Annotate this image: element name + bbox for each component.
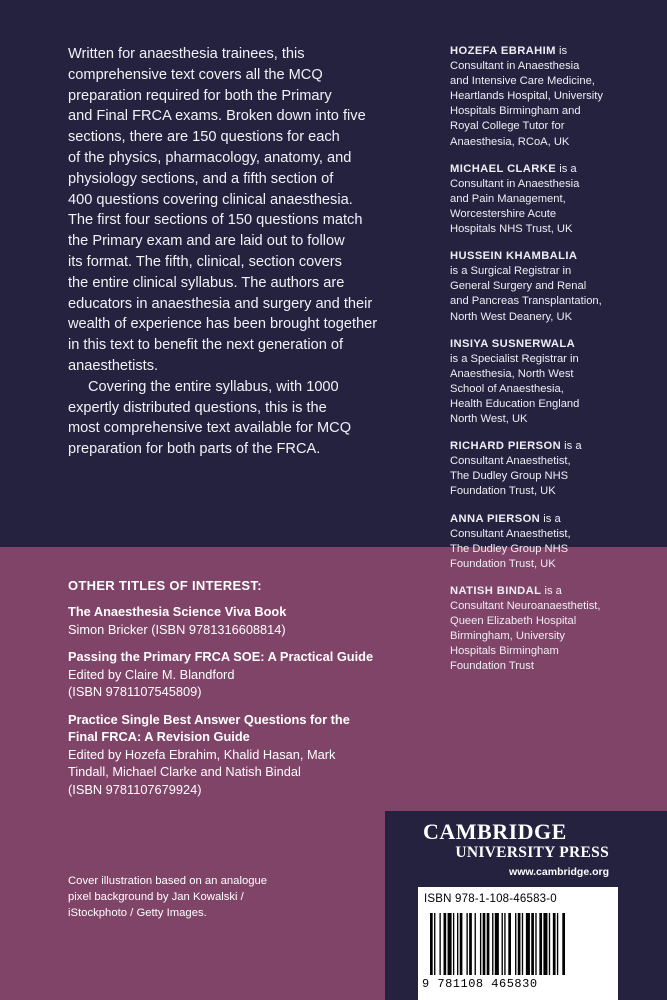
author-name: MICHAEL CLARKE xyxy=(450,162,557,175)
book-detail: (ISBN 9781107679924) xyxy=(68,781,202,797)
description-line: sections, there are 150 questions for each xyxy=(68,129,340,146)
author-bio xyxy=(450,249,645,324)
author-name: HOZEFA EBRAHIM xyxy=(450,45,556,57)
related-book xyxy=(68,648,378,701)
author-name: RICHARD PIERSON xyxy=(450,440,562,453)
book-title: Passing the Primary FRCA SOE: A Practical Guide xyxy=(68,649,374,664)
publisher-name: CAMBRIDGE xyxy=(423,819,567,844)
other-titles-heading: OTHER TITLES OF INTEREST: xyxy=(68,578,262,593)
author-bio xyxy=(450,584,645,675)
description-line: the entire clinical syllabus. The authors are xyxy=(68,274,345,291)
book-detail: Edited by Hozefa Ebrahim, Khalid Hasan, Mark xyxy=(68,746,336,762)
other-titles xyxy=(68,578,378,808)
author-bio xyxy=(450,162,645,237)
cover-credit xyxy=(68,873,308,921)
description-line: preparation for both parts of the FRCA. xyxy=(68,441,321,458)
author-bio-line: Hospitals Birmingham and xyxy=(450,105,581,118)
author-bio-text: is a xyxy=(540,512,561,525)
barcode-number: 9 781108 465830 xyxy=(422,977,538,991)
author-bio-line: Health Education England xyxy=(450,397,580,410)
description-line: The first four sections of 150 questions match xyxy=(68,212,363,229)
book-detail: Tindall, Michael Clarke and Natish Bindal xyxy=(68,764,301,779)
barcode-icon xyxy=(430,913,610,975)
publisher-subtitle: UNIVERSITY PRESS xyxy=(455,844,609,861)
author-bio xyxy=(450,439,645,499)
description-line: most comprehensive text available for MCQ xyxy=(68,420,352,437)
credit-line: iStockphoto / Getty Images. xyxy=(68,907,207,919)
author-bios xyxy=(450,44,645,686)
author-bio-line: Queen Elizabeth Hospital xyxy=(450,615,577,628)
book-title: Practice Single Best Answer Questions for the xyxy=(68,711,350,727)
description-line: of the physics, pharmacology, anatomy, and xyxy=(68,149,352,166)
author-bio-line: and Pancreas Transplantation, xyxy=(450,295,602,308)
author-bio-line: and Pain Management, xyxy=(450,192,566,205)
author-name: INSIYA SUSNERWALA xyxy=(450,337,576,350)
author-bio-line: The Dudley Group NHS xyxy=(450,470,569,483)
related-book xyxy=(68,603,378,638)
author-bio-text: is xyxy=(555,45,568,57)
description-paragraph-1 xyxy=(68,44,418,377)
author-bio-line: North West Deanery, UK xyxy=(450,310,573,323)
author-name: NATISH BINDAL xyxy=(450,584,542,597)
author-bio-line: Worcestershire Acute xyxy=(450,207,557,220)
book-description xyxy=(68,44,418,460)
author-bio-line: General Surgery and Renal xyxy=(450,280,587,293)
description-paragraph-2 xyxy=(68,377,418,460)
author-bio xyxy=(450,44,645,150)
description-line: anaesthetists. xyxy=(68,357,159,374)
book-detail: Edited by Claire M. Blandford xyxy=(68,666,235,682)
author-bio-line: Hospitals Birmingham xyxy=(450,645,559,658)
author-bio-line: Heartlands Hospital, University xyxy=(450,90,603,103)
description-line: in this text to benefit the next generation of xyxy=(68,337,344,354)
credit-line: Cover illustration based on an analogue xyxy=(68,875,268,887)
author-bio-line: Hospitals NHS Trust, UK xyxy=(450,223,573,236)
description-line: educators in anaesthesia and surgery and their xyxy=(68,295,373,312)
author-bio-line: Foundation Trust, UK xyxy=(450,557,556,570)
description-line: preparation required for both the Primary xyxy=(68,87,332,104)
author-bio-text: is a xyxy=(541,584,562,597)
author-bio-line: Consultant in Anaesthesia xyxy=(450,60,580,73)
author-bio-text: is a xyxy=(561,440,582,453)
description-line: expertly distributed questions, this is the xyxy=(68,399,327,416)
author-bio-line: is a Specialist Registrar in xyxy=(450,352,579,365)
author-bio-line: is a Surgical Registrar in xyxy=(450,265,572,278)
description-line: 400 questions covering clinical anaesthesia. xyxy=(68,191,353,208)
description-line: Covering the entire syllabus, with 1000 xyxy=(88,378,339,395)
publisher-block xyxy=(385,811,667,1000)
description-line: its format. The fifth, clinical, section covers xyxy=(68,253,342,270)
book-detail: Simon Bricker (ISBN 9781316608814) xyxy=(68,621,286,637)
book-title: Final FRCA: A Revision Guide xyxy=(68,729,250,744)
description-line: wealth of experience has been brought together xyxy=(68,316,378,333)
author-bio-text: is a xyxy=(556,162,577,175)
related-book xyxy=(68,711,378,799)
author-bio-line: Anaesthesia, RCoA, UK xyxy=(450,135,570,148)
description-line: and Final FRCA exams. Broken down into five xyxy=(68,108,366,125)
author-bio-line: The Dudley Group NHS xyxy=(450,542,569,555)
author-bio-line: Foundation Trust xyxy=(450,660,534,673)
book-detail: (ISBN 9781107545809) xyxy=(68,684,202,699)
author-bio-line: School of Anaesthesia, xyxy=(450,382,564,395)
author-bio-line: Anaesthesia, North West xyxy=(450,367,574,380)
author-bio-line: Consultant Anaesthetist, xyxy=(450,455,571,468)
author-bio-line: Consultant Neuroanaesthetist, xyxy=(450,600,601,612)
author-bio xyxy=(450,512,645,572)
author-bio-line: and Intensive Care Medicine, xyxy=(450,75,595,88)
description-line: physiology sections, and a fifth section of xyxy=(68,170,334,187)
publisher-url: www.cambridge.org xyxy=(509,866,609,878)
author-bio-line: Foundation Trust, UK xyxy=(450,485,556,498)
barcode-panel xyxy=(418,887,618,1000)
author-bio-line: Birmingham, University xyxy=(450,630,566,643)
author-bio xyxy=(450,337,645,428)
description-line: Written for anaesthesia trainees, this xyxy=(68,46,305,62)
book-title: The Anaesthesia Science Viva Book xyxy=(68,604,287,619)
isbn-label: ISBN 978-1-108-46583-0 xyxy=(424,893,557,905)
author-name: HUSSEIN KHAMBALIA xyxy=(450,250,578,263)
author-bio-line: North West, UK xyxy=(450,413,528,426)
author-bio-line: Consultant Anaesthetist, xyxy=(450,527,571,540)
credit-line: pixel background by Jan Kowalski / xyxy=(68,891,244,903)
author-name: ANNA PIERSON xyxy=(450,512,541,525)
description-line: comprehensive text covers all the MCQ xyxy=(68,66,323,83)
author-bio-line: Royal College Tutor for xyxy=(450,120,565,133)
description-line: the Primary exam and are laid out to follow xyxy=(68,233,345,250)
author-bio-line: Consultant in Anaesthesia xyxy=(450,177,580,190)
